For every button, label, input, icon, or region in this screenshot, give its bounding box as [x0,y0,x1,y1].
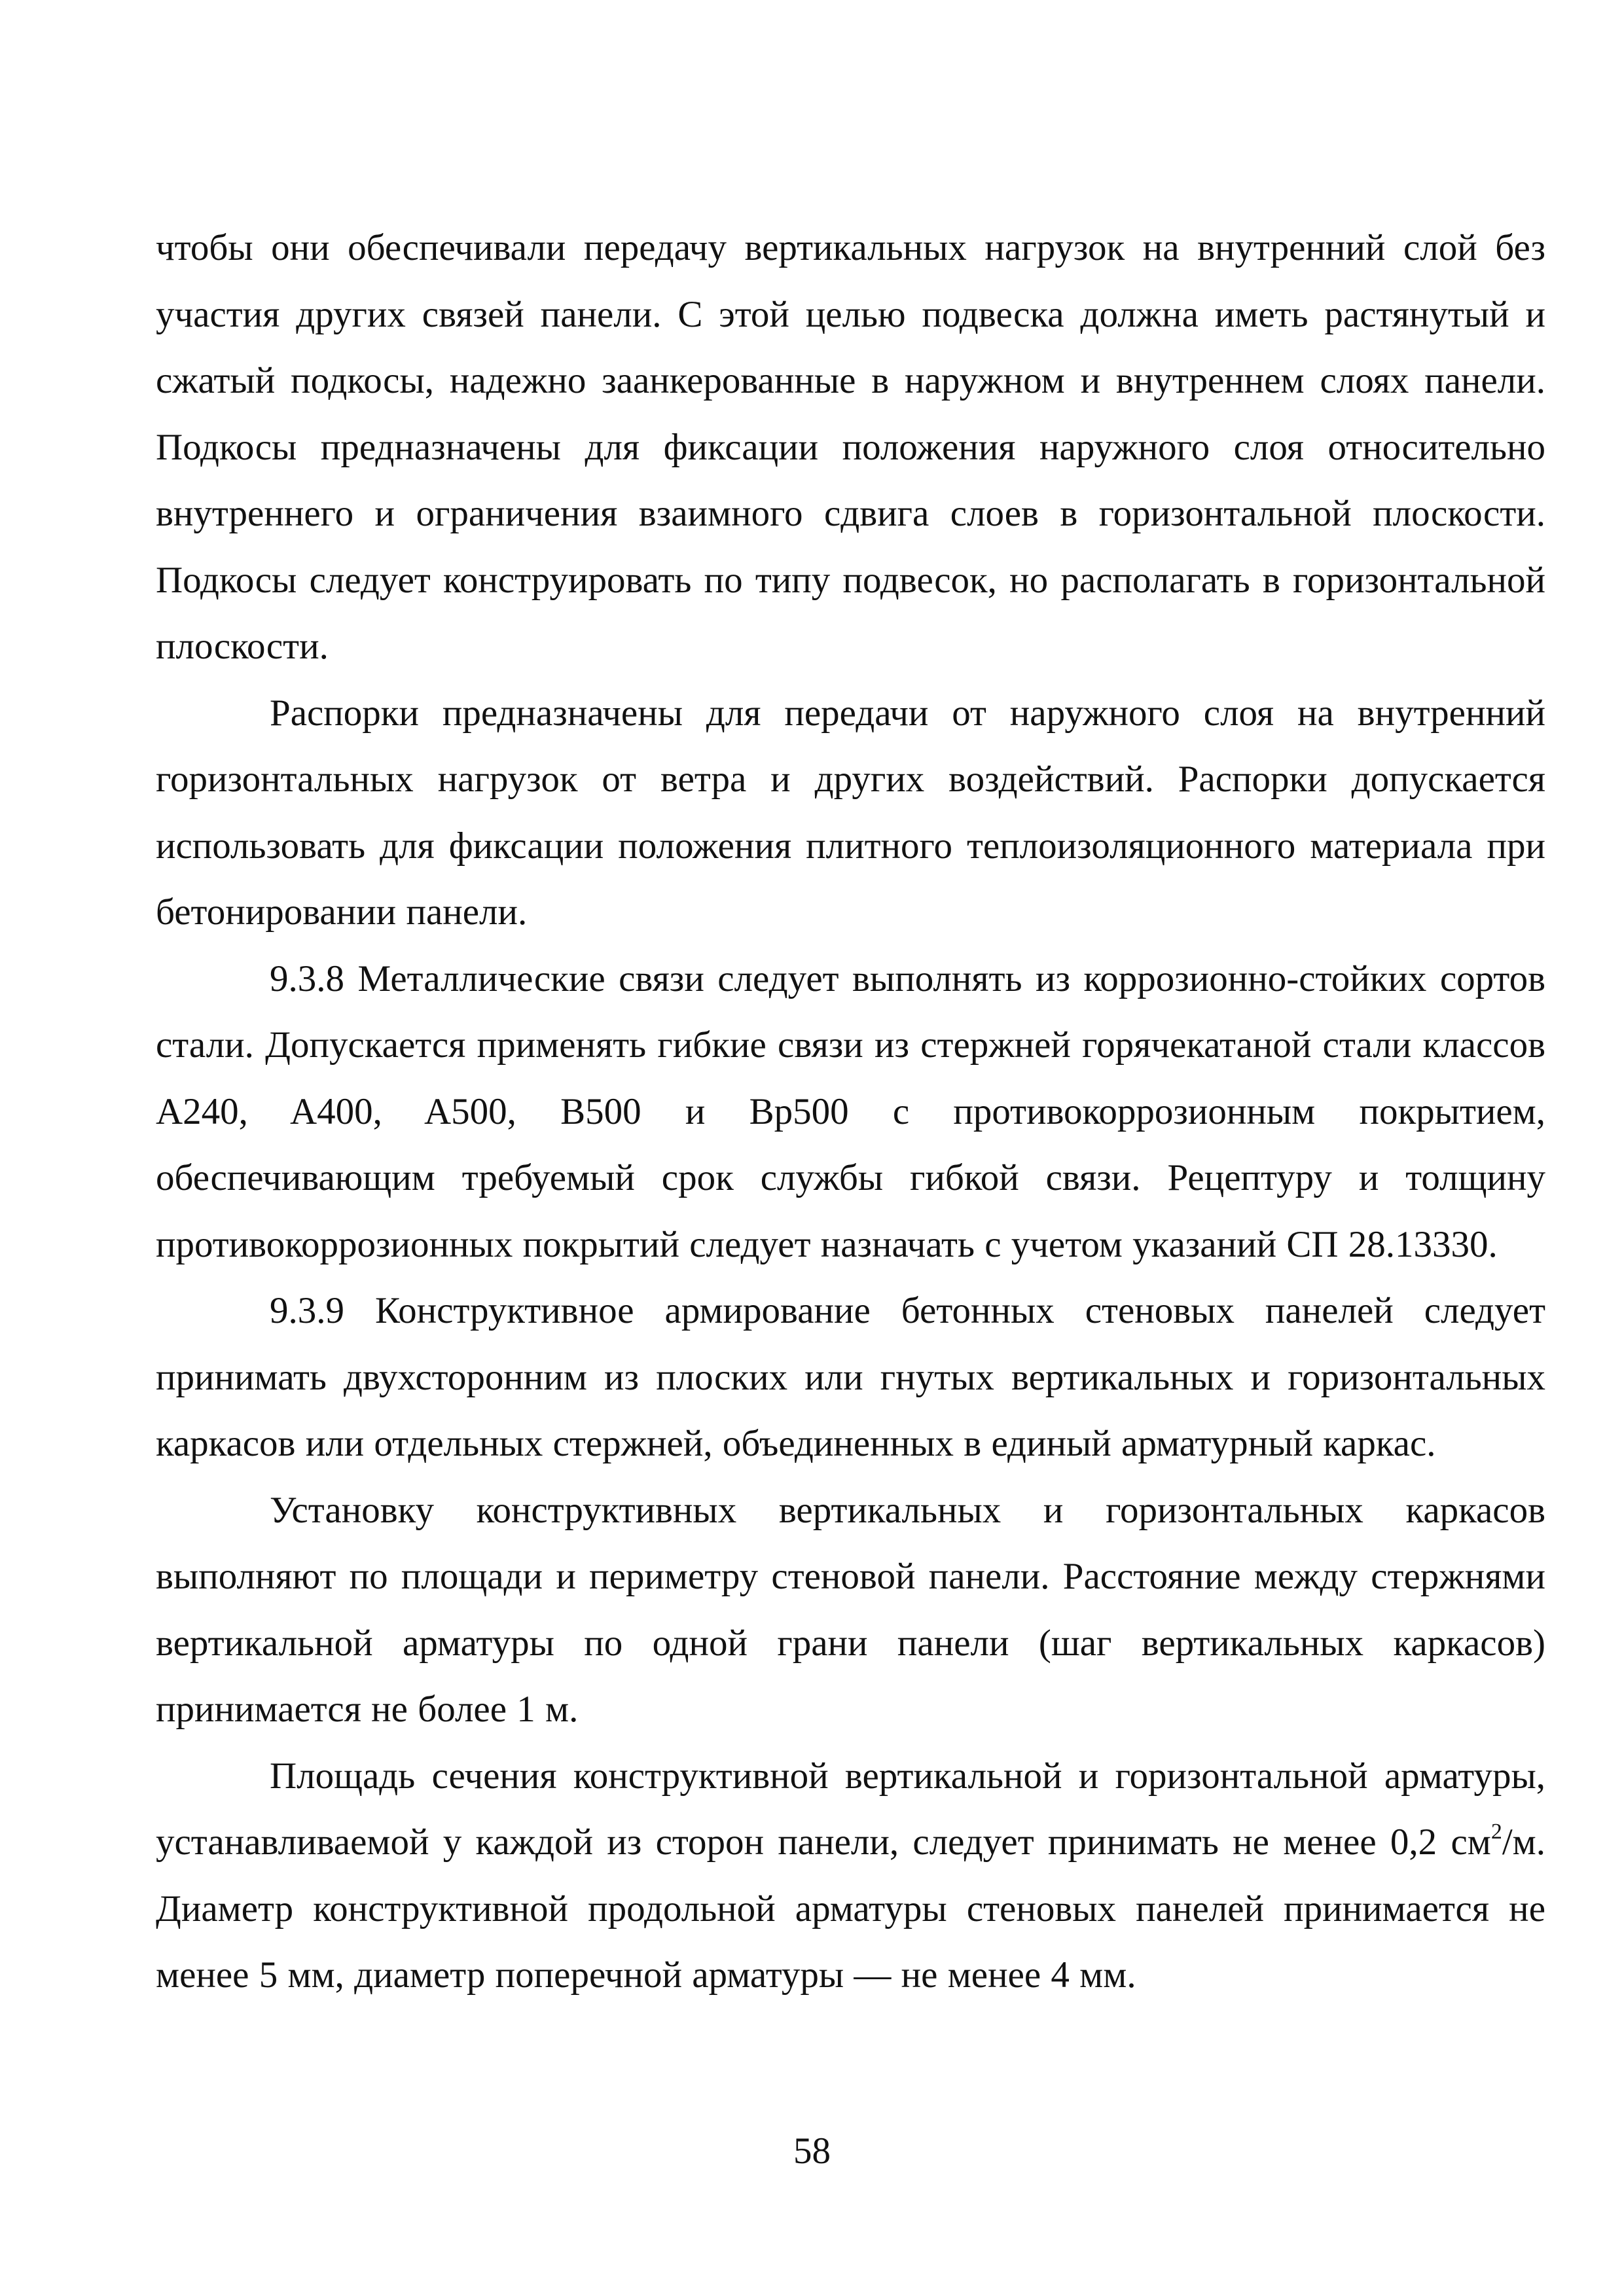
paragraph-reinforcement-area-part1: Площадь сечения конструктивной вертикальной и горизонтальной арматуры, устанавливаемой у каждой из сторон панели, следует принимать не менее 0,2 см [156,1755,1545,1863]
paragraph-reinforcement-area-part2: /м. Диаметр конструктивной продольной арматуры стеновых панелей принимается не менее 5 мм, диаметр поперечной арматуры — не менее 4 мм. [156,1821,1545,1996]
paragraph-continued: чтобы они обеспечивали передачу вертикальных нагрузок на внутренний слой без участия других связей панели. С этой целью подвеска должна иметь растянутый и сжатый подкосы, надежно заанкерованные в наружном и внутреннем слоях панели. Подкосы предназначены для фиксации положения наружного слоя относительно внутреннего и ограничения взаимного сдвига слоев в горизонтальной плоскости. Подкосы следует конструировать по типу подвесок, но располагать в горизонтальной плоскости. [156,227,1545,667]
superscript-exponent: 2 [1490,1820,1502,1844]
paragraph-struts: Распорки предназначены для передачи от наружного слоя на внутренний горизонтальных нагрузок от ветра и других воздействий. Распорки допускается использовать для фиксации положения плитного теплоизоляционного материала при бетонировании панели. [156,692,1545,933]
page-number: 58 [793,2130,831,2172]
paragraph-9-3-8: 9.3.8 Металлические связи следует выполнять из коррозионно-стойких сортов стали. Допускается применять гибкие связи из стержней горячекатаной стали классов A240, A400, A500, B500 и Bp500 с противокоррозионным покрытием, обеспечивающим требуемый срок службы гибкой связи. Рецептуру и толщину противокоррозионных покрытий следует назначать с учетом указаний СП 28.13330. [156,958,1545,1265]
paragraph-9-3-9: 9.3.9 Конструктивное армирование бетонных стеновых панелей следует принимать двухсторонним из плоских или гнутых вертикальных и горизонтальных каркасов или отдельных стержней, объединенных в единый арматурный каркас. [156,1290,1545,1464]
paragraph-reinforcement-area [156,1743,1545,2009]
document-body [156,215,1545,2009]
paragraph-frame-installation: Установку конструктивных вертикальных и горизонтальных каркасов выполняют по площади и периметру стеновой панели. Расстояние между стержнями вертикальной арматуры по одной грани панели (шаг вертикальных каркасов) принимается не более 1 м. [156,1489,1545,1730]
